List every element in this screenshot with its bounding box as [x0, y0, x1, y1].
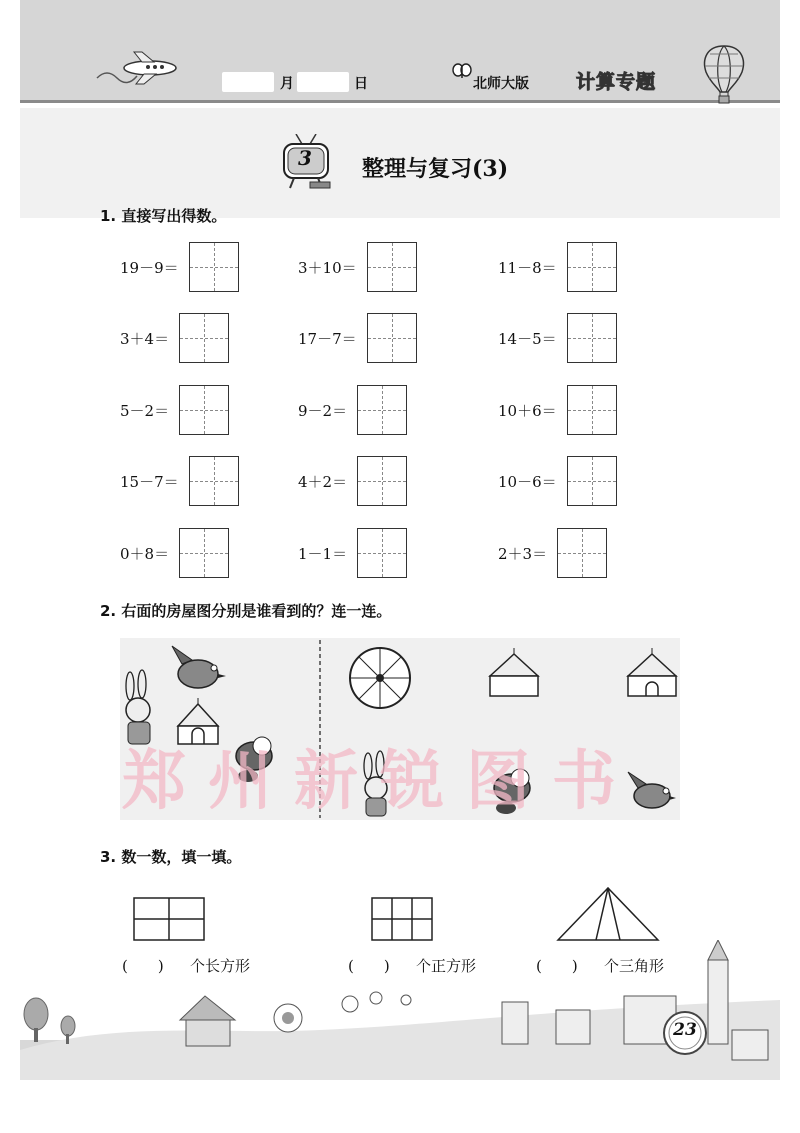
- tent-front-view-icon: [628, 648, 676, 696]
- triangle-count-label: 个三角形: [604, 957, 665, 975]
- tree-icon: [24, 998, 75, 1044]
- tent-side-view-icon: [490, 648, 538, 696]
- day-input[interactable]: [297, 72, 349, 92]
- answer-box[interactable]: [367, 313, 417, 363]
- triangle-count-blank[interactable]: ( ): [536, 957, 578, 975]
- lesson-title: 整理与复习(3): [362, 156, 509, 182]
- problem-expression: 3＋4＝: [120, 330, 170, 348]
- problem-expression: 3＋10＝: [298, 259, 357, 277]
- problem-expression: 19－9＝: [120, 259, 179, 277]
- tower-icon: [708, 940, 728, 1044]
- answer-box[interactable]: [567, 242, 617, 292]
- square-count-label: 个正方形: [416, 957, 477, 975]
- problem-expression: 10＋6＝: [498, 402, 557, 420]
- publisher-watermark: 郑州新锐图书: [122, 745, 638, 819]
- square-count-blank[interactable]: ( ): [348, 957, 390, 975]
- page-number: 23: [673, 1020, 697, 1040]
- house-icon: [180, 996, 235, 1046]
- answer-box[interactable]: [189, 242, 239, 292]
- problem-expression: 14－5＝: [498, 330, 557, 348]
- problem-expression: 10－6＝: [498, 473, 557, 491]
- series-title: 计算专题: [576, 71, 657, 93]
- problem-expression: 4＋2＝: [298, 473, 348, 491]
- answer-box[interactable]: [557, 528, 607, 578]
- answer-box[interactable]: [179, 313, 229, 363]
- airplane-icon: [92, 50, 182, 90]
- month-label: 月: [280, 76, 294, 92]
- bird-icon: [172, 646, 226, 688]
- problem-expression: 0＋8＝: [120, 545, 170, 563]
- problem-expression: 5－2＝: [120, 402, 170, 420]
- day-label: 日: [354, 76, 368, 92]
- answer-box[interactable]: [567, 456, 617, 506]
- problem-expression: 15－7＝: [120, 473, 179, 491]
- question-3-title: 3. 数一数，填一填。: [100, 848, 242, 866]
- answer-box[interactable]: [367, 242, 417, 292]
- answer-box[interactable]: [179, 528, 229, 578]
- answer-box[interactable]: [357, 456, 407, 506]
- answer-box[interactable]: [357, 528, 407, 578]
- problem-expression: 2＋3＝: [498, 545, 548, 563]
- problem-expression: 11－8＝: [498, 259, 557, 277]
- answer-box[interactable]: [567, 313, 617, 363]
- butterfly-icon: [452, 62, 472, 80]
- question-2-title: 2. 右面的房屋图分别是谁看到的？连一连。: [100, 602, 392, 620]
- rectangle-count-blank[interactable]: ( ): [122, 957, 164, 975]
- square-figure: [370, 896, 434, 942]
- rectangle-count-label: 个长方形: [190, 957, 251, 975]
- question-1-title: 1. 直接写出得数。: [100, 207, 227, 225]
- answer-box[interactable]: [567, 385, 617, 435]
- triangle-figure: [556, 886, 660, 942]
- edition-label: 北师大版: [473, 76, 529, 92]
- top-view-circle-icon: [350, 648, 410, 708]
- month-input[interactable]: [222, 72, 274, 92]
- rectangle-figure: [132, 896, 206, 942]
- lesson-number: 3: [298, 146, 312, 170]
- answer-box[interactable]: [357, 385, 407, 435]
- problem-expression: 1－1＝: [298, 545, 348, 563]
- hot-air-balloon-icon: [700, 44, 748, 106]
- problem-expression: 17－7＝: [298, 330, 357, 348]
- problem-expression: 9－2＝: [298, 402, 348, 420]
- answer-box[interactable]: [189, 456, 239, 506]
- answer-box[interactable]: [179, 385, 229, 435]
